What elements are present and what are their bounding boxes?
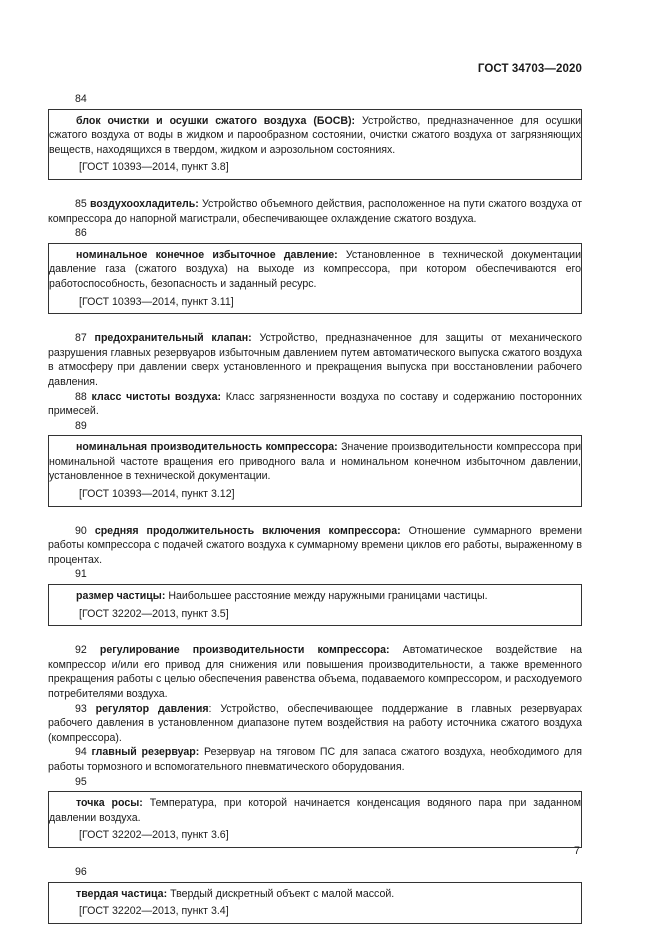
term-definition-85: Устройство объемного действия, расположенное на пути сжатого воздуха от компрессора до напорной магистрали, обеспечивающее охлаждение сжатого воздуха. bbox=[48, 197, 582, 225]
term-number-89: 89 bbox=[75, 419, 87, 432]
term-entry-88 bbox=[48, 390, 582, 419]
term-entry-87 bbox=[48, 331, 582, 389]
term-name-94: главный резервуар: bbox=[91, 746, 200, 759]
term-definition-91: Наибольшее расстояние между наружными границами частицы. bbox=[168, 590, 488, 603]
term-box-86 bbox=[48, 243, 582, 314]
term-name-92: регулирование производительности компрессора: bbox=[99, 644, 390, 657]
term-name-93: регулятор давления bbox=[95, 702, 209, 715]
term-definition-96: Твердый дискретный объект с малой массой. bbox=[170, 887, 395, 900]
terms-list bbox=[48, 92, 582, 924]
term-entry-93 bbox=[48, 702, 582, 746]
term-definition-95: Температура, при которой начинается конденсация водяного пара при заданном давлении воздуха. bbox=[49, 797, 581, 824]
term-number-94: 94 bbox=[75, 746, 87, 759]
term-entry-96 bbox=[49, 887, 581, 902]
term-name-88: класс чистоты воздуха: bbox=[91, 390, 222, 403]
term-name-90: средняя продолжительность включения компрессора: bbox=[94, 524, 401, 537]
term-number-84: 84 bbox=[75, 93, 87, 105]
term-source-89: [ГОСТ 10393—2014, пункт 3.12] bbox=[79, 488, 235, 501]
term-definition-93: : Устройство, обеспечивающее поддержание в главных резервуарах рабочего давления в установленном диапазоне путем воздействия на работу источника сжатого воздуха (компрессора). bbox=[48, 702, 582, 744]
term-entry-91 bbox=[49, 589, 581, 604]
term-number-87: 87 bbox=[75, 332, 87, 345]
term-number-85: 85 bbox=[75, 197, 87, 210]
term-entry-86 bbox=[49, 248, 581, 292]
term-entry-90 bbox=[48, 524, 582, 568]
term-entry-95 bbox=[49, 796, 581, 825]
term-source-84: [ГОСТ 10393—2014, пункт 3.8] bbox=[79, 161, 229, 174]
term-number-86: 86 bbox=[75, 227, 87, 240]
standard-designation: ГОСТ 34703—2020 bbox=[477, 63, 582, 75]
term-number-96: 96 bbox=[75, 865, 87, 878]
term-number-93: 93 bbox=[75, 702, 87, 715]
term-entry-84 bbox=[49, 114, 581, 158]
term-source-91: [ГОСТ 32202—2013, пункт 3.5] bbox=[79, 607, 229, 620]
term-number-88: 88 bbox=[75, 390, 87, 403]
term-definition-94: Резервуар на тяговом ПС для запаса сжатого воздуха, необходимого для работы тормозного и вспомогательного пневматического оборудования. bbox=[48, 746, 582, 773]
term-name-87: предохранительный клапан: bbox=[94, 332, 252, 345]
term-entry-92 bbox=[48, 643, 582, 701]
term-definition-89: Значение производительности компрессора при номинальной частоте вращения его приводного вала и номинальном конечном избыточном давлении, установленное в технической документации. bbox=[49, 441, 581, 483]
term-name-84: блок очистки и осушки сжатого воздуха (БОСВ): bbox=[76, 114, 356, 127]
term-number-90: 90 bbox=[75, 524, 87, 537]
term-entry-89 bbox=[49, 440, 581, 484]
term-entry-85 bbox=[48, 197, 582, 226]
term-box-84 bbox=[48, 109, 582, 180]
term-source-95: [ГОСТ 32202—2013, пункт 3.6] bbox=[79, 829, 229, 842]
term-name-91: размер частицы: bbox=[76, 590, 166, 603]
term-number-95: 95 bbox=[75, 775, 87, 788]
term-definition-90: Отношение суммарного времени работы компрессора с подачей сжатого воздуха к суммарному времени циклов его работы, выраженному в процентах. bbox=[48, 524, 583, 566]
term-definition-88: Класс загрязненности воздуха по составу и содержанию посторонних примесей. bbox=[48, 390, 582, 418]
term-entry-94 bbox=[48, 745, 582, 774]
term-number-91: 91 bbox=[75, 568, 87, 581]
term-box-96 bbox=[48, 882, 582, 924]
term-box-91 bbox=[48, 584, 582, 626]
term-name-96: твердая частица: bbox=[76, 887, 168, 900]
term-definition-92: Автоматическое воздействие на компрессор и/или его привод для снижения или повышения производительности, а также временного прекращения работы с целью обеспечения равенства объема, подаваемого компрессором, и расходуемого потребителями воздуха. bbox=[48, 644, 583, 700]
term-definition-84: Устройство, предназначенное для осушки сжатого воздуха от воды в жидком и парообразном состоянии, очистки сжатого воздуха от загрязняющих веществ, находящихся в твердом, жидком и аэрозольном состояниях. bbox=[49, 114, 581, 156]
term-box-89 bbox=[48, 435, 582, 506]
term-name-86: номинальное конечное избыточное давление: bbox=[76, 248, 338, 261]
page-number: 7 bbox=[574, 845, 580, 857]
term-name-89: номинальная производительность компрессора: bbox=[76, 441, 338, 454]
term-source-86: [ГОСТ 10393—2014, пункт 3.11] bbox=[79, 295, 234, 308]
term-source-96: [ГОСТ 32202—2013, пункт 3.4] bbox=[79, 905, 229, 918]
term-name-95: точка росы: bbox=[76, 797, 143, 810]
term-name-85: воздухоохладитель: bbox=[90, 197, 199, 210]
term-definition-87: Устройство, предназначенное для защиты от механического разрушения главных резервуаров избыточным давлением путем автоматического выпуска сжатого воздуха в атмосферу при давлении сверх установленного и прекращения выпуска при восстановлении рабочего давления. bbox=[48, 332, 582, 388]
term-number-92: 92 bbox=[75, 644, 87, 657]
term-box-95 bbox=[48, 791, 582, 848]
term-definition-86: Установленное в технической документации давление газа (сжатого воздуха) на выходе из компрессора, при котором обеспечиваются его работоспособность, безопасность и заданный ресурс. bbox=[49, 248, 581, 290]
